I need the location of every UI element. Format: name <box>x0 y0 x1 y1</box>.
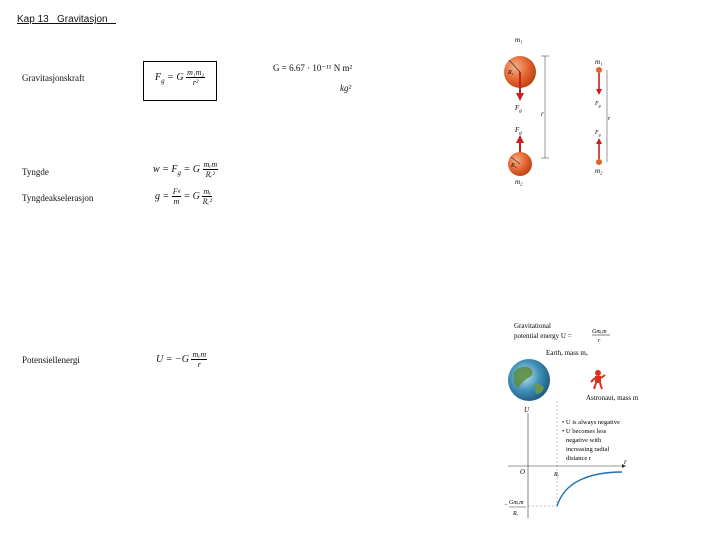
formula-denominator-1: m <box>173 197 180 206</box>
label-tyngde: Tyngde <box>22 167 49 177</box>
caption-denominator: r <box>598 338 601 344</box>
force-arrowhead-4 <box>596 138 602 144</box>
label-astronaut: Astronaut, mass m <box>586 394 639 402</box>
label-m2-point: m₂ <box>595 167 603 175</box>
gravitational-constant-unit: kg² <box>340 83 352 93</box>
potential-energy-curve <box>557 472 622 506</box>
label-r2: R₂ <box>511 163 517 169</box>
force-arrowhead-3 <box>596 89 602 95</box>
formula-fraction-2 <box>202 187 212 206</box>
label-gravitasjonskraft: Gravitasjonskraft <box>22 73 85 83</box>
label-distance-r-2: r <box>608 116 611 122</box>
label-distance-r: r <box>541 110 544 118</box>
formula-lhs: g = <box>155 190 172 202</box>
formula-denominator: Rₑ² <box>205 170 216 179</box>
bullet-1: • U is always negative <box>562 419 620 426</box>
point-mass-2 <box>596 159 602 165</box>
ymin-sign: − <box>504 502 509 508</box>
formula-lhs: F <box>155 71 162 83</box>
formula-tyngde <box>153 160 218 179</box>
formula-mid: = G <box>181 163 203 175</box>
formula-fraction-1 <box>172 187 181 206</box>
label-fg-3: $F_g$ <box>595 101 601 108</box>
formula-numerator-2: mₑ <box>203 187 212 196</box>
force-arrowhead-2 <box>516 135 524 143</box>
formula-denominator: r² <box>192 78 199 87</box>
formula-potensiellenergi <box>156 350 207 369</box>
figure-gravitational-forces <box>495 30 625 190</box>
ymin-numerator: Gmₑm <box>509 500 524 506</box>
caption-numerator: Gmₑm <box>592 329 607 335</box>
formula-denominator-2: Rₑ² <box>202 197 213 206</box>
formula-denominator: r <box>197 360 201 369</box>
page-header-title: Kap 13 Gravitasjon <box>17 14 116 25</box>
ymin-denominator: Rₑ <box>513 511 519 517</box>
re-tick-label: Rₑ <box>554 472 560 478</box>
label-m2: m₂ <box>515 178 523 186</box>
gravitational-constant: G = 6.67 · 10⁻¹¹ N m² <box>273 63 353 73</box>
formula-gravitasjonskraft <box>155 68 205 87</box>
label-fg-2: $F_g$ <box>515 126 522 136</box>
formula-lhs-sub: g <box>177 168 182 177</box>
label-fg-4: $F_g$ <box>595 130 601 137</box>
label-m1: m₁ <box>515 36 523 44</box>
caption-line-1: Gravitational <box>514 322 551 330</box>
formula-mid: = G <box>164 71 187 83</box>
point-mass-1 <box>596 67 602 73</box>
label-fg-1: $F_g$ <box>515 104 522 114</box>
bullet-4: increasing radial <box>566 446 610 453</box>
formula-fraction <box>191 350 207 369</box>
astronaut-icon <box>591 370 605 389</box>
formula-numerator: mₑm <box>192 350 207 359</box>
caption-line-2: potential energy U = <box>514 332 572 340</box>
axis-label-r: r <box>624 458 627 466</box>
formula-fraction <box>203 160 219 179</box>
label-potensiellenergi: Potensiellenergi <box>22 355 80 365</box>
formula-mid: = G <box>180 190 203 202</box>
formula-numerator: mₑm <box>203 160 218 169</box>
bullet-2: • U becomes less <box>562 428 607 435</box>
bullet-5: distance r <box>566 455 592 462</box>
force-arrowhead-1 <box>516 93 524 101</box>
formula-lhs: w = F <box>153 163 178 175</box>
bullet-3: negative with <box>566 437 602 444</box>
formula-fraction <box>186 68 205 87</box>
figure-potential-energy <box>500 318 650 528</box>
label-r1: R₁ <box>508 70 514 76</box>
formula-tyngdeakselerasjon <box>155 187 212 206</box>
origin-label: O <box>520 468 526 476</box>
label-m1-point: m₁ <box>595 58 603 66</box>
formula-numerator-1: Fᵍ <box>172 187 180 196</box>
axis-label-u: U <box>524 406 530 414</box>
label-earth: Earth, mass mₑ <box>546 349 588 357</box>
formula-numerator: m₁m₂ <box>187 68 205 77</box>
label-tyngdeakselerasjon: Tyngdeakselerasjon <box>22 193 94 203</box>
formula-lhs: U = −G <box>156 353 192 365</box>
formula-lhs-sub: g <box>161 76 165 85</box>
